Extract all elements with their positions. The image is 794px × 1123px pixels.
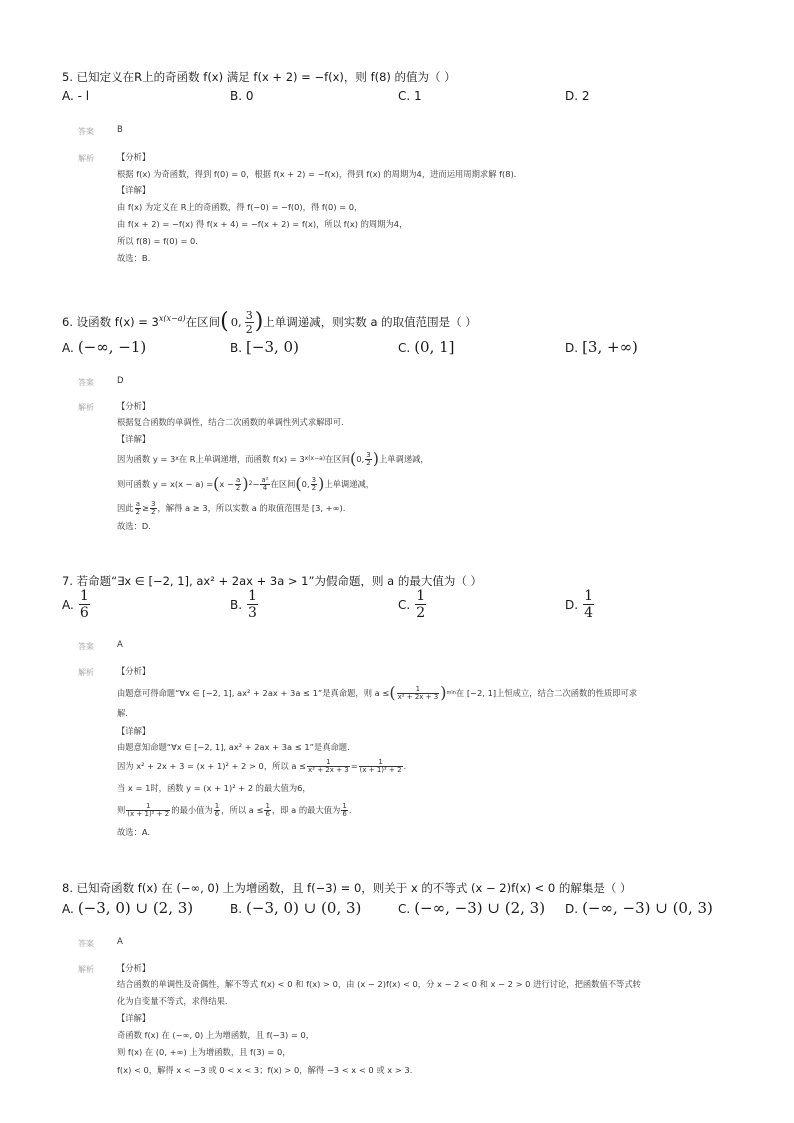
q6-option-a-value: (−∞, −1) — [77, 338, 147, 356]
q8-analysis-tag: 解析 — [78, 965, 94, 974]
q6-line-6-frac-1-num: a — [135, 499, 140, 508]
q5-line-3: 【详解】 — [117, 185, 151, 195]
q6-line-5-frac-3-num: 3 — [311, 475, 317, 484]
q6-option-b-value: [−3, 0) — [246, 338, 299, 356]
q8-option-a — [62, 899, 193, 917]
q8-line-1: 【分析】 — [117, 963, 151, 973]
q7-option-c-frac — [415, 588, 426, 621]
q7-line-6-text-a: 因为 x² + 2x + 3 = (x + 1)² + 2 > 0，所以 a ≤ — [117, 760, 307, 771]
q8-line-4: 【详解】 — [117, 1013, 151, 1023]
q6-option-c — [398, 338, 455, 356]
q7-line-8-frac-4 — [341, 803, 347, 818]
q6-options — [62, 338, 742, 368]
q5-analysis-tag: 解析 — [78, 154, 94, 163]
q6-option-a-label: A. — [62, 341, 74, 355]
q7-line-6 — [117, 753, 406, 779]
q6-line-4-exp-a: x — [175, 455, 179, 462]
q7-option-d-label: D. — [565, 597, 579, 612]
q6-line-6-frac-1-den: 2 — [135, 507, 141, 516]
q6-line-5-frac-1-num: a — [235, 475, 241, 484]
q7-option-d — [565, 588, 595, 621]
q7-line-6-frac-2-den: (x + 1)² + 2 — [359, 765, 402, 774]
q7-analysis-tag: 解析 — [78, 668, 94, 677]
q7-line-2-lparen: ( — [389, 683, 396, 702]
q7-option-b-label: B. — [230, 597, 243, 612]
q7-option-c-num: 1 — [416, 588, 426, 604]
q6-line-5-frac-3 — [311, 477, 317, 492]
q5-option-d: D. 2 — [565, 89, 590, 103]
q5-line-2: 根据 f(x) 为奇函数，得到 f(0) = 0，根据 f(x + 2) = −f(x)，得到 f(x) 的周期为4，进而运用周期求解 f(8). — [117, 169, 517, 179]
q6-analysis-tag: 解析 — [78, 403, 94, 412]
q6-line-4: 因为函数 y = 3 x 在 R上单调递增，而函数 f(x) = 3 x(x−a) 在区间 ( 0, $\frac{3}{2}$ ) 上单调递减， — [117, 449, 429, 468]
q6-line-4-rparen: ) — [372, 449, 379, 468]
q7-line-8-text-a: 则 — [117, 804, 126, 815]
q6-line-5-square: 2 — [248, 480, 253, 487]
q7-line-8-frac-4-den: 6 — [342, 809, 347, 818]
q8-answer-tag: 答案 — [78, 939, 94, 948]
q7-line-6-frac-1 — [307, 759, 350, 774]
q8-option-d-value: (−∞, −3) ∪ (0, 3) — [582, 899, 713, 917]
q6-option-d — [565, 338, 638, 356]
q6-line-5-frac-2 — [260, 477, 269, 492]
q6-stem-text-2: 在区间 — [185, 315, 221, 329]
q7-line-6-frac-2 — [359, 759, 403, 774]
q7-line-7: 当 x = 1时，函数 y = (x + 1)² + 2 的最大值为6， — [117, 783, 311, 793]
q7-line-1: 【分析】 — [117, 666, 151, 676]
q8-stem: 8. 已知奇函数 f(x) 在 (−∞, 0) 上为增函数，且 f(−3) = 0，则关于 x 的不等式 (x − 2)f(x) < 0 的解集是（ ） — [62, 881, 632, 895]
q5-stem: 5. 已知定义在R上的奇函数 f(x) 满足 f(x + 2) = −f(x)，则 f(8) 的值为（ ） — [62, 70, 456, 84]
q6-option-a — [62, 338, 146, 356]
q8-option-a-value: (−3, 0) ∪ (2, 3) — [77, 899, 194, 917]
q5-option-c: C. 1 — [398, 89, 422, 103]
q6-line-6-frac-2-num: 3 — [151, 499, 156, 508]
q7-line-2-min: min — [446, 689, 456, 696]
q7-option-c-den: 2 — [416, 605, 426, 621]
q6-stem-exponent: x(x−a) — [158, 313, 186, 323]
q7-option-a-label: A. — [62, 597, 74, 612]
q8-line-2: 结合函数的单调性及奇偶性，解不等式 f(x) < 0 和 f(x) > 0，由 (x − 2)f(x) < 0，分 x − 2 < 0 和 x − 2 > 0 进行讨论，把函数值不等式转 — [117, 979, 641, 989]
q5-answer: B — [117, 125, 123, 135]
q6-line-5-frac-1-den: 2 — [235, 483, 241, 492]
q7-line-4: 【详解】 — [117, 726, 151, 736]
q7-line-8-frac-2 — [214, 803, 220, 818]
q7-line-8-frac-3-num: 1 — [265, 801, 270, 810]
q6-interval-num: 3 — [245, 308, 253, 322]
q6-answer: D — [117, 376, 124, 386]
q7-option-a — [62, 588, 91, 621]
q7-line-5: 由题意知命题“∀x ∈ [−2, 1], ax² + 2ax + 3a ≤ 1”是真命题. — [117, 742, 350, 752]
q6-line-6-text-g: ，解得 a ≥ 3，所以实数 a 的取值范围是 [3, +∞). — [157, 502, 346, 513]
q6-line-4-text-c: 在 R上单调递增，而函数 f(x) = 3 — [178, 453, 305, 464]
q6-line-6-frac-2 — [150, 501, 156, 516]
q6-line-2: 根据复合函数的单调性，结合二次函数的单调性列式求解即可. — [117, 417, 344, 427]
q6-interval-fraction — [245, 309, 254, 336]
q7-option-b-num: 1 — [248, 588, 257, 604]
q7-option-d-frac — [583, 588, 594, 621]
q7-line-8-text-b: 的最小值为 — [171, 804, 213, 815]
q7-line-8-frac-3-den: 6 — [265, 809, 270, 818]
q7-option-d-den: 4 — [584, 605, 593, 621]
q7-option-b-den: 3 — [248, 605, 257, 621]
q6-line-5-frac-2-den: 4 — [260, 484, 269, 492]
q6-line-5-text-a: 则可函数 y = x(x − a) = — [117, 478, 214, 489]
q5-line-4: 由 f(x) 为定义在 R上的奇函数，得 f(−0) = −f(0)，得 f(0) = 0， — [117, 202, 363, 212]
q6-line-4-exp-d: x(x−a) — [304, 455, 326, 462]
q5-line-1: 【分析】 — [117, 152, 151, 162]
q7-line-8-text-c: ，所以 a ≤ — [221, 804, 264, 815]
q6-answer-tag: 答案 — [78, 378, 94, 387]
q6-left-paren: ( — [220, 309, 229, 334]
q7-line-2-frac-num: 1 — [415, 684, 421, 693]
q7-line-8-text-e: ，即 a 的最大值为 — [271, 804, 341, 815]
q8-option-b-label: B. — [230, 902, 243, 916]
q7-line-2-text-a: 由题意可得命题“∀x ∈ [−2, 1], ax² + 2ax + 3a ≤ 1”是真命题，则 a ≤ — [117, 687, 390, 698]
q7-line-6-frac-1-den: x² + 2x + 3 — [308, 765, 349, 774]
q6-line-5-text-j: 上单调递减， — [324, 478, 375, 489]
q7-answer-tag: 答案 — [78, 642, 94, 651]
q7-line-2-text-b: 在 [−2, 1]上恒成立，结合二次函数的性质即可求 — [455, 687, 638, 698]
q5-line-7: 故选：B. — [117, 253, 151, 263]
q6-option-b — [230, 338, 299, 356]
q7-line-2 — [117, 678, 637, 708]
q8-option-b-value: (−3, 0) ∪ (0, 3) — [246, 899, 362, 917]
q6-stem: 6. 设函数 f(x) = 3 $^{x(x-a)}$ 在区间 ( 0, $\frac{3}{2}$ ) 上单调递减，则实数 a 的取值范围是（ ） — [62, 308, 477, 336]
q7-line-8-frac-2-num: 1 — [214, 801, 220, 810]
q6-line-5-rparen: ) — [242, 474, 249, 493]
q7-option-d-num: 1 — [584, 588, 593, 604]
q5-option-b: B. 0 — [230, 89, 254, 103]
q7-line-9: 故选：A. — [117, 827, 151, 837]
q6-line-4-frac — [365, 452, 371, 467]
q7-option-c — [398, 588, 427, 621]
q7-line-8-frac-4-num: 1 — [342, 801, 347, 810]
q6-line-5-text-i: 在区间 — [270, 478, 296, 489]
q6-line-3: 【详解】 — [117, 434, 151, 444]
q8-line-6: 则 f(x) 在 (0, +∞) 上为增函数，且 f(3) = 0， — [117, 1047, 291, 1057]
q7-line-6-frac-2-num: 1 — [378, 757, 383, 766]
q7-option-c-label: C. — [398, 597, 411, 612]
q7-line-8-frac-2-den: 6 — [214, 809, 220, 818]
q6-line-6-geq: ≥ — [142, 502, 150, 513]
q7-answer: A — [117, 640, 123, 650]
q6-line-6-frac-1 — [135, 501, 141, 516]
q6-line-6 — [117, 497, 345, 519]
q5-options — [62, 89, 742, 119]
q6-line-5-minus: − — [252, 478, 260, 489]
q8-line-5: 奇函数 f(x) 在 (−∞, 0) 上为增函数，且 f(−3) = 0， — [117, 1030, 315, 1040]
q7-option-b-frac — [247, 588, 258, 621]
q7-line-8 — [117, 797, 351, 823]
q5-line-5: 由 f(x + 2) = −f(x) 得 f(x + 4) = −f(x + 2) = f(x)，所以 f(x) 的周期为4， — [117, 219, 408, 229]
q7-line-6-frac-1-num: 1 — [326, 757, 331, 766]
q6-line-1: 【分析】 — [117, 401, 151, 411]
q6-line-4-text-f: 上单调递减， — [378, 453, 429, 464]
q6-line-6-frac-2-den: 2 — [151, 507, 156, 516]
q7-line-3: 解. — [117, 708, 128, 718]
q6-line-5-lparen-2: ( — [295, 474, 302, 493]
q8-option-c-label: C. — [398, 902, 411, 916]
q5-option-a: A. - l — [62, 89, 90, 103]
q7-line-8-end: . — [348, 804, 352, 815]
q6-line-5-rparen-2: ) — [318, 474, 325, 493]
q7-line-8-frac-1 — [126, 803, 170, 818]
q8-option-d — [565, 899, 713, 917]
q7-option-a-den: 6 — [79, 605, 89, 621]
q7-option-a-frac — [79, 588, 90, 621]
q7-option-b — [230, 588, 259, 621]
q7-line-2-frac-den: x² + 2x + 3 — [397, 692, 439, 701]
q6-line-6-text-a: 因此 — [117, 502, 134, 513]
q8-option-c-value: (−∞, −3) ∪ (2, 3) — [414, 899, 546, 917]
q6-line-5-frac-1 — [235, 477, 241, 492]
q6-right-paren: ) — [254, 309, 264, 334]
q8-option-d-label: D. — [565, 902, 579, 916]
q6-line-4-lparen: ( — [350, 449, 357, 468]
q6-stem-text-3: 上单调递减，则实数 a 的取值范围是（ ） — [263, 315, 477, 329]
q6-line-5-text-b: x − — [219, 478, 234, 489]
q6-option-d-value: [3, +∞) — [582, 338, 638, 356]
q7-option-a-num: 1 — [79, 588, 89, 604]
q6-line-7: 故选：D. — [117, 521, 151, 531]
q8-option-a-label: A. — [62, 902, 74, 916]
q6-stem-text: 6. 设函数 f(x) = 3 — [62, 315, 159, 329]
q8-answer: A — [117, 937, 123, 947]
q6-line-5-frac-2-num: a² — [261, 475, 269, 484]
q6-line-5: 则可函数 y = x(x − a) = ( x − $\frac{a}{2}$ ) 2 − $\frac{\text{a²}}{4}$ 在区间 ( 0, $\frac{3}{2}$ ) 上单调递减， — [117, 474, 375, 493]
q7-line-8-frac-1-den: (x + 1)² + 2 — [127, 809, 170, 818]
q6-option-c-value: (0, 1] — [414, 338, 455, 356]
q8-options — [62, 899, 742, 929]
q6-line-4-frac-num: 3 — [366, 450, 371, 459]
q6-line-5-lparen: ( — [213, 474, 220, 493]
q6-option-d-label: D. — [565, 341, 579, 355]
q6-line-4-text-a: 因为函数 y = 3 — [117, 453, 176, 464]
q8-option-b — [230, 899, 361, 917]
q6-option-b-label: B. — [230, 341, 243, 355]
q6-line-4-text-e: 在区间 — [325, 453, 351, 464]
q8-line-3: 化为自变量不等式，求得结果. — [117, 996, 228, 1006]
q8-option-c — [398, 899, 545, 917]
q6-line-4-frac-den: 2 — [366, 458, 371, 467]
q7-stem: 7. 若命题“∃x ∈ [−2, 1], ax² + 2ax + 3a > 1”为假命题，则 a 的最大值为（ ） — [62, 574, 482, 588]
q7-options — [62, 588, 742, 624]
q7-line-6-end: . — [403, 760, 407, 771]
q7-line-2-rparen: ) — [440, 683, 447, 702]
q6-line-5-frac-3-den: 2 — [311, 483, 317, 492]
q6-interval-den: 2 — [245, 322, 253, 336]
q5-line-6: 所以 f(8) = f(0) = 0. — [117, 236, 198, 246]
q8-line-7: f(x) < 0，解得 x < −3 或 0 < x < 3；f(x) > 0，解得 −3 < x < 0 或 x > 3. — [117, 1065, 413, 1075]
q6-option-c-label: C. — [398, 341, 411, 355]
q7-line-8-frac-3 — [264, 803, 270, 818]
q7-line-8-frac-1-num: 1 — [146, 801, 151, 810]
q7-line-2-frac — [397, 686, 440, 701]
q7-line-6-eq: = — [350, 760, 358, 771]
q5-answer-tag: 答案 — [78, 127, 94, 136]
